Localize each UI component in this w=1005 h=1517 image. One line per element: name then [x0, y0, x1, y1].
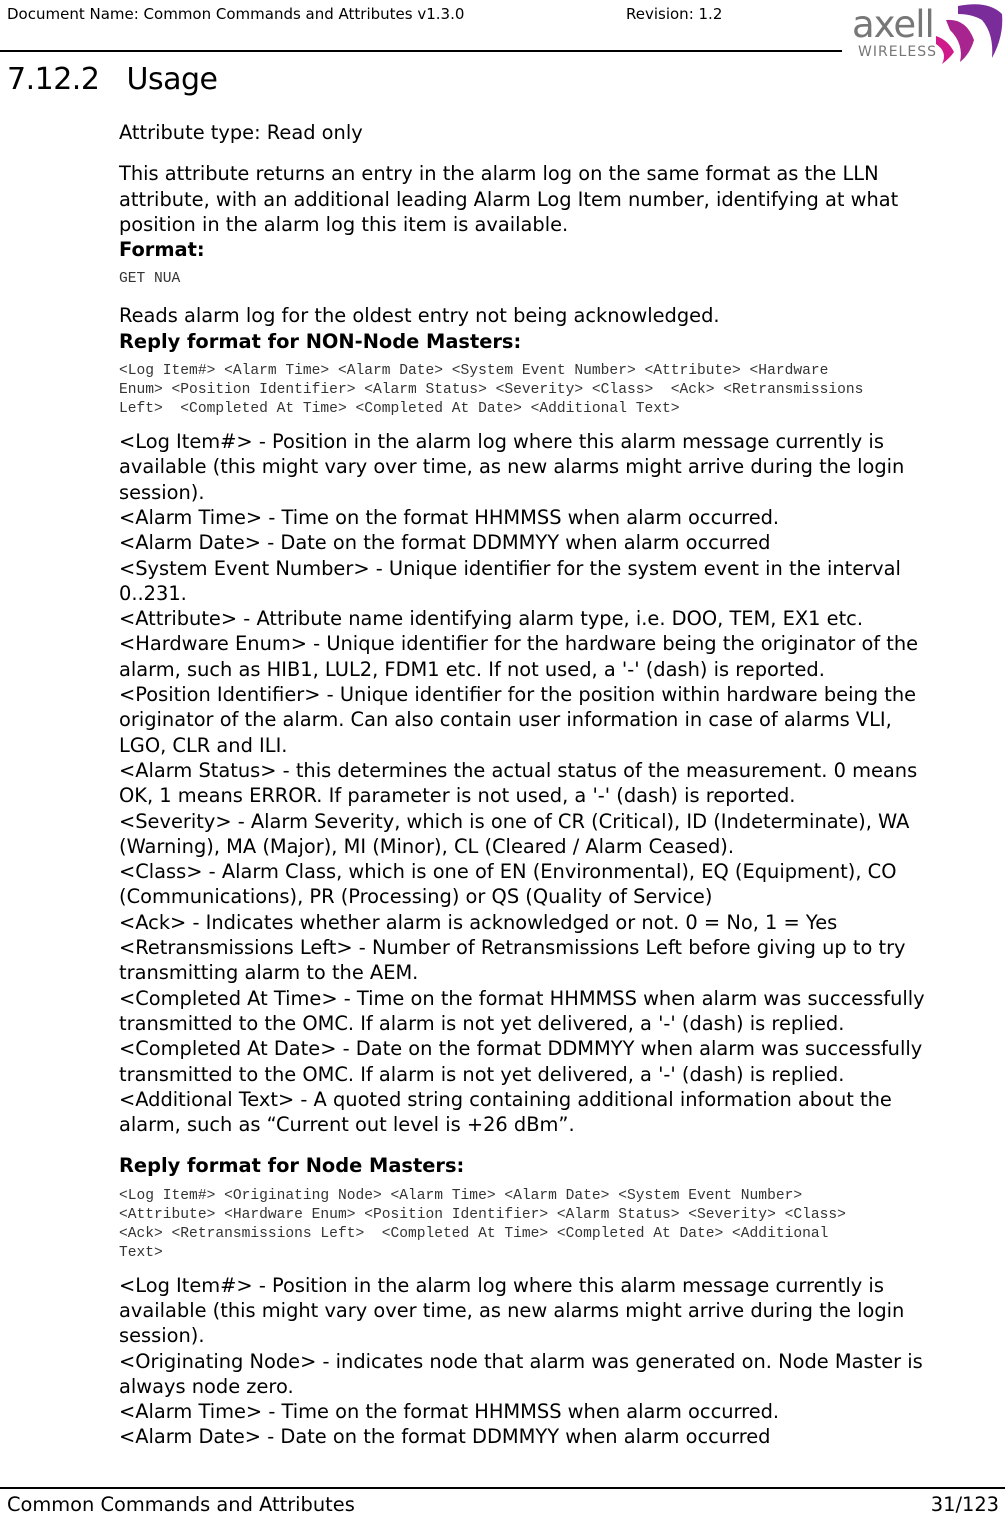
header-divider — [0, 50, 842, 52]
intro-line: This attribute returns an entry in the alarm log on the same format as the LLN — [119, 162, 879, 186]
field-line: <Alarm Status> - this determines the actual status of the measurement. 0 means — [119, 758, 918, 782]
format-label: Format: — [119, 238, 205, 262]
non-node-masters-heading: Reply format for NON-Node Masters: — [119, 329, 522, 353]
field-line: <Completed At Date> - Date on the format DDMMYY when alarm was successfully — [119, 1037, 923, 1061]
field-line: <Log Item#> - Position in the alarm log where this alarm message currently is — [119, 1273, 884, 1297]
field-line: 0..231. — [119, 581, 187, 605]
section-title: Usage — [126, 62, 218, 97]
section-number: 7.12.2 — [7, 62, 100, 97]
field-line: always node zero. — [119, 1374, 294, 1398]
non-node-reply-format — [119, 362, 999, 419]
format-line: Text> — [119, 1244, 163, 1261]
field-line: <Position Identifier> - Unique identifier for the position within hardware being the — [119, 683, 917, 707]
node-masters-heading: Reply format for Node Masters: — [119, 1154, 465, 1178]
revision: Revision: 1.2 — [626, 5, 723, 23]
field-line: alarm, such as HIB1, LUL2, FDM1 etc. If not used, a '-' (dash) is reported. — [119, 657, 825, 681]
field-line: transmitting alarm to the AEM. — [119, 961, 419, 985]
field-line: <Severity> - Alarm Severity, which is one of CR (Critical), ID (Indeterminate), WA — [119, 809, 910, 833]
field-line: available (this might vary over time, as new alarms might arrive during the login — [119, 455, 905, 479]
field-line: LGO, CLR and ILI. — [119, 733, 288, 757]
format-line: <Ack> <Retransmissions Left> <Completed At Time> <Completed At Date> <Additional — [119, 1225, 829, 1242]
section-heading — [7, 62, 218, 97]
footer-title: Common Commands and Attributes — [7, 1493, 355, 1516]
format-line: <Log Item#> <Alarm Time> <Alarm Date> <System Event Number> <Attribute> <Hardware — [119, 363, 829, 380]
field-line: originator of the alarm. Can also contain user information in case of alarms VLI, — [119, 708, 892, 732]
field-line: <Additional Text> - A quoted string containing additional information about the — [119, 1087, 892, 1111]
intro-line: attribute, with an additional leading Alarm Log Item number, identifying at what — [119, 187, 899, 211]
field-line: session). — [119, 1324, 205, 1348]
non-node-field-descriptions — [119, 429, 999, 1137]
field-line: <Class> - Alarm Class, which is one of EN (Environmental), EQ (Equipment), CO — [119, 860, 897, 884]
field-line: session). — [119, 480, 205, 504]
document-name: Document Name: Common Commands and Attributes v1.3.0 — [7, 5, 465, 23]
axell-wireless-logo — [848, 0, 1005, 66]
page-header — [0, 0, 1005, 70]
field-line: <Alarm Date> - Date on the format DDMMYY when alarm occurred — [119, 531, 771, 555]
intro-paragraph — [119, 161, 999, 237]
logo-chevrons-icon — [934, 0, 1005, 66]
field-line: OK, 1 means ERROR. If parameter is not used, a '-' (dash) is reported. — [119, 784, 796, 808]
field-line: <Alarm Date> - Date on the format DDMMYY when alarm occurred — [119, 1425, 771, 1449]
field-line: <Completed At Time> - Time on the format HHMMSS when alarm was successfully — [119, 986, 925, 1010]
field-line: <Ack> - Indicates whether alarm is acknowledged or not. 0 = No, 1 = Yes — [119, 910, 838, 934]
page-number: 31/123 — [930, 1493, 999, 1516]
field-line: <Attribute> - Attribute name identifying alarm type, i.e. DOO, TEM, EX1 etc. — [119, 607, 864, 631]
field-line: transmitted to the OMC. If alarm is not yet delivered, a '-' (dash) is replied. — [119, 1062, 845, 1086]
logo-brand: axell — [852, 3, 934, 46]
field-line: alarm, such as “Current out level is +26 dBm”. — [119, 1113, 575, 1137]
field-line: <Originating Node> - indicates node that alarm was generated on. Node Master is — [119, 1349, 923, 1373]
field-line: <Hardware Enum> - Unique identifier for the hardware being the originator of the — [119, 632, 919, 656]
field-line: (Communications), PR (Processing) or QS (Quality of Service) — [119, 885, 713, 909]
format-line: <Log Item#> <Originating Node> <Alarm Time> <Alarm Date> <System Event Number> — [119, 1187, 803, 1204]
field-line: transmitted to the OMC. If alarm is not yet delivered, a '-' (dash) is replied. — [119, 1011, 845, 1035]
node-field-descriptions — [119, 1273, 999, 1450]
field-line: <Log Item#> - Position in the alarm log where this alarm message currently is — [119, 430, 884, 454]
field-line: <Retransmissions Left> - Number of Retransmissions Left before giving up to try — [119, 936, 906, 960]
footer-divider — [0, 1487, 1005, 1489]
field-line: <Alarm Time> - Time on the format HHMMSS when alarm occurred. — [119, 1400, 780, 1424]
attribute-type: Attribute type: Read only — [119, 121, 363, 144]
field-line: available (this might vary over time, as new alarms might arrive during the login — [119, 1298, 905, 1322]
document-body — [119, 120, 999, 1450]
format-command: GET NUA — [119, 271, 181, 288]
field-line: <Alarm Time> - Time on the format HHMMSS when alarm occurred. — [119, 505, 780, 529]
reads-description: Reads alarm log for the oldest entry not being acknowledged. — [119, 304, 720, 328]
format-line: Left> <Completed At Time> <Completed At Date> <Additional Text> — [119, 401, 680, 418]
format-line: <Attribute> <Hardware Enum> <Position Identifier> <Alarm Status> <Severity> <Class> — [119, 1206, 846, 1223]
format-line: Enum> <Position Identifier> <Alarm Status> <Severity> <Class> <Ack> <Retransmissions — [119, 382, 864, 399]
intro-line: position in the alarm log this item is available. — [119, 212, 569, 236]
logo-subtitle: WIRELESS — [858, 44, 937, 60]
node-reply-format — [119, 1187, 999, 1263]
field-line: <System Event Number> - Unique identifier for the system event in the interval — [119, 556, 901, 580]
field-line: (Warning), MA (Major), MI (Minor), CL (Cleared / Alarm Ceased). — [119, 834, 735, 858]
